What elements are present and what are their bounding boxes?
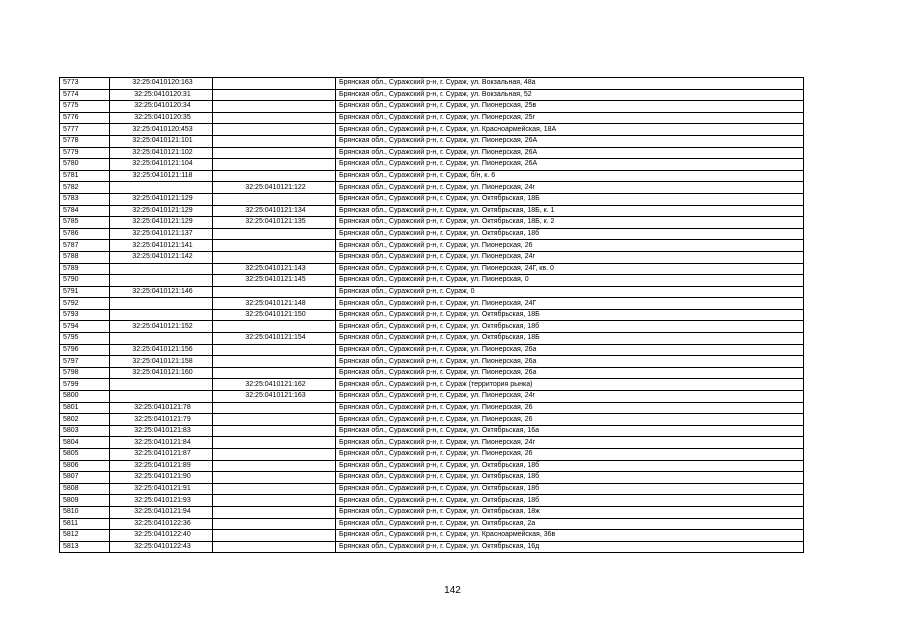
cadastral-number-cell: 32:25:0410121:104: [110, 159, 213, 171]
row-number-cell: 5804: [60, 437, 110, 449]
cadastral-number-cell: 32:25:0410121:79: [110, 414, 213, 426]
row-number-cell: 5788: [60, 251, 110, 263]
address-cell: Брянская обл., Суражский р-н, г. Сураж, ул. Октябрьская, 18Б: [336, 309, 804, 321]
table-row: [60, 205, 804, 217]
address-cell: Брянская обл., Суражский р-н, г. Сураж, ул. Пионерская, 25в: [336, 101, 804, 113]
cadastral-number-cell: [110, 182, 213, 194]
table-row: [60, 251, 804, 263]
address-cell: Брянская обл., Суражский р-н, г. Сураж, ул. Пионерская, 24г: [336, 391, 804, 403]
address-cell: Брянская обл., Суражский р-н, г. Сураж, ул. Пионерская, 24г: [336, 251, 804, 263]
row-number-cell: 5791: [60, 286, 110, 298]
row-number-cell: 5813: [60, 541, 110, 553]
parent-cadastral-number-cell: [213, 356, 336, 368]
cadastral-number-cell: [110, 379, 213, 391]
parent-cadastral-number-cell: [213, 367, 336, 379]
parent-cadastral-number-cell: 32:25:0410121:135: [213, 217, 336, 229]
address-cell: Брянская обл., Суражский р-н, г. Сураж, ул. Пионерская, 26: [336, 414, 804, 426]
parent-cadastral-number-cell: [213, 78, 336, 90]
cadastral-number-cell: 32:25:0410121:83: [110, 425, 213, 437]
row-number-cell: 5782: [60, 182, 110, 194]
parent-cadastral-number-cell: [213, 518, 336, 530]
table-row: [60, 344, 804, 356]
cadastral-number-cell: 32:25:0410121:102: [110, 147, 213, 159]
table-row: [60, 495, 804, 507]
address-cell: Брянская обл., Суражский р-н, г. Сураж, ул. Октябрьская, 18б: [336, 483, 804, 495]
address-cell: Брянская обл., Суражский р-н, г. Сураж, ул. Пионерская, 26а: [336, 356, 804, 368]
address-cell: Брянская обл., Суражский р-н, г. Сураж, ул. Октябрьская, 2а: [336, 518, 804, 530]
parent-cadastral-number-cell: [213, 228, 336, 240]
address-cell: Брянская обл., Суражский р-н, г. Сураж, ул. Пионерская, 25г: [336, 112, 804, 124]
address-cell: Брянская обл., Суражский р-н, г. Сураж, ул. Октябрьская, 18Б, к. 2: [336, 217, 804, 229]
parent-cadastral-number-cell: [213, 251, 336, 263]
parent-cadastral-number-cell: 32:25:0410121:148: [213, 298, 336, 310]
table-row: [60, 193, 804, 205]
cadastral-number-cell: [110, 309, 213, 321]
table-row: [60, 333, 804, 345]
table-row: [60, 483, 804, 495]
row-number-cell: 5802: [60, 414, 110, 426]
address-cell: Брянская обл., Суражский р-н, г. Сураж, ул. Октябрьская, 18б: [336, 460, 804, 472]
parent-cadastral-number-cell: [213, 495, 336, 507]
table-row: [60, 472, 804, 484]
table-row: [60, 518, 804, 530]
parent-cadastral-number-cell: 32:25:0410121:154: [213, 333, 336, 345]
parent-cadastral-number-cell: [213, 147, 336, 159]
cadastral-number-cell: [110, 263, 213, 275]
cadastral-number-cell: 32:25:0410121:142: [110, 251, 213, 263]
table-row: [60, 240, 804, 252]
parent-cadastral-number-cell: 32:25:0410121:145: [213, 275, 336, 287]
table-row: [60, 182, 804, 194]
address-cell: Брянская обл., Суражский р-н, г. Сураж, ул. Пионерская, 26а: [336, 344, 804, 356]
parent-cadastral-number-cell: 32:25:0410121:150: [213, 309, 336, 321]
row-number-cell: 5781: [60, 170, 110, 182]
parent-cadastral-number-cell: 32:25:0410121:122: [213, 182, 336, 194]
parent-cadastral-number-cell: [213, 425, 336, 437]
row-number-cell: 5774: [60, 89, 110, 101]
address-cell: Брянская обл., Суражский р-н, г. Сураж, ул. Октябрьская, 18б: [336, 228, 804, 240]
parent-cadastral-number-cell: [213, 541, 336, 553]
cadastral-number-cell: 32:25:0410121:146: [110, 286, 213, 298]
parent-cadastral-number-cell: [213, 414, 336, 426]
row-number-cell: 5785: [60, 217, 110, 229]
parent-cadastral-number-cell: [213, 124, 336, 136]
row-number-cell: 5773: [60, 78, 110, 90]
table-row: [60, 286, 804, 298]
table-row: [60, 356, 804, 368]
cadastral-number-cell: 32:25:0410121:129: [110, 193, 213, 205]
parent-cadastral-number-cell: [213, 170, 336, 182]
table-row: [60, 437, 804, 449]
parent-cadastral-number-cell: [213, 530, 336, 542]
address-cell: Брянская обл., Суражский р-н, г. Сураж, ул. Пионерская, 24г: [336, 182, 804, 194]
table-row: [60, 449, 804, 461]
address-cell: Брянская обл., Суражский р-н, г. Сураж, ул. Октябрьская, 18б: [336, 321, 804, 333]
table-row: [60, 402, 804, 414]
address-cell: Брянская обл., Суражский р-н, г. Сураж, ул. Пионерская, 26А: [336, 135, 804, 147]
parent-cadastral-number-cell: 32:25:0410121:143: [213, 263, 336, 275]
row-number-cell: 5806: [60, 460, 110, 472]
address-cell: Брянская обл., Суражский р-н, г. Сураж, ул. Вокзальная, 52: [336, 89, 804, 101]
table-row: [60, 541, 804, 553]
table-row: [60, 506, 804, 518]
address-cell: Брянская обл., Суражский р-н, г. Сураж, ул. Пионерская, 26: [336, 449, 804, 461]
address-cell: Брянская обл., Суражский р-н, г. Сураж, ул. Октябрьская, 18б: [336, 495, 804, 507]
row-number-cell: 5793: [60, 309, 110, 321]
table-row: [60, 124, 804, 136]
cadastral-number-cell: 32:25:0410121:137: [110, 228, 213, 240]
parent-cadastral-number-cell: [213, 135, 336, 147]
cadastral-number-cell: 32:25:0410120:453: [110, 124, 213, 136]
row-number-cell: 5811: [60, 518, 110, 530]
address-cell: Брянская обл., Суражский р-н, г. Сураж, ул. Вокзальная, 48а: [336, 78, 804, 90]
address-cell: Брянская обл., Суражский р-н, г. Сураж, ул. Красноармейская, 18А: [336, 124, 804, 136]
address-cell: Брянская обл., Суражский р-н, г. Сураж, ул. Октябрьская, 18Б, к. 1: [336, 205, 804, 217]
row-number-cell: 5794: [60, 321, 110, 333]
address-cell: Брянская обл., Суражский р-н, г. Сураж, ул. Пионерская, 26а: [336, 367, 804, 379]
row-number-cell: 5812: [60, 530, 110, 542]
cadastral-number-cell: 32:25:0410121:129: [110, 217, 213, 229]
row-number-cell: 5800: [60, 391, 110, 403]
address-cell: Брянская обл., Суражский р-н, г. Сураж, ул. Красноармейская, 36в: [336, 530, 804, 542]
cadastral-number-cell: 32:25:0410121:160: [110, 367, 213, 379]
parent-cadastral-number-cell: [213, 449, 336, 461]
cadastral-number-cell: 32:25:0410121:90: [110, 472, 213, 484]
table-row: [60, 228, 804, 240]
cadastral-number-cell: 32:25:0410120:34: [110, 101, 213, 113]
parent-cadastral-number-cell: 32:25:0410121:134: [213, 205, 336, 217]
table-body: [60, 78, 804, 553]
table-row: [60, 217, 804, 229]
row-number-cell: 5783: [60, 193, 110, 205]
cadastral-number-cell: 32:25:0410120:31: [110, 89, 213, 101]
address-cell: Брянская обл., Суражский р-н, г. Сураж, ул. Октябрьская, 18Б: [336, 333, 804, 345]
cadastral-table: [59, 77, 804, 553]
table-row: [60, 78, 804, 90]
row-number-cell: 5790: [60, 275, 110, 287]
table-row: [60, 112, 804, 124]
row-number-cell: 5775: [60, 101, 110, 113]
cadastral-number-cell: 32:25:0410122:43: [110, 541, 213, 553]
row-number-cell: 5776: [60, 112, 110, 124]
row-number-cell: 5795: [60, 333, 110, 345]
parent-cadastral-number-cell: [213, 437, 336, 449]
row-number-cell: 5809: [60, 495, 110, 507]
cadastral-number-cell: [110, 275, 213, 287]
cadastral-number-cell: [110, 391, 213, 403]
table-row: [60, 298, 804, 310]
address-cell: Брянская обл., Суражский р-н, г. Сураж, б/н, к. 6: [336, 170, 804, 182]
address-cell: Брянская обл., Суражский р-н, г. Сураж, ул. Пионерская, 24Г: [336, 298, 804, 310]
address-cell: Брянская обл., Суражский р-н, г. Сураж, 0: [336, 286, 804, 298]
cadastral-number-cell: 32:25:0410121:118: [110, 170, 213, 182]
parent-cadastral-number-cell: [213, 344, 336, 356]
table-row: [60, 135, 804, 147]
table-row: [60, 425, 804, 437]
row-number-cell: 5779: [60, 147, 110, 159]
cadastral-number-cell: [110, 333, 213, 345]
row-number-cell: 5801: [60, 402, 110, 414]
table-row: [60, 275, 804, 287]
row-number-cell: 5799: [60, 379, 110, 391]
parent-cadastral-number-cell: [213, 321, 336, 333]
cadastral-number-cell: [110, 298, 213, 310]
address-cell: Брянская обл., Суражский р-н, г. Сураж, ул. Октябрьская, 18б: [336, 472, 804, 484]
address-cell: Брянская обл., Суражский р-н, г. Сураж, ул. Пионерская, 0: [336, 275, 804, 287]
parent-cadastral-number-cell: 32:25:0410121:163: [213, 391, 336, 403]
row-number-cell: 5805: [60, 449, 110, 461]
table-row: [60, 263, 804, 275]
address-cell: Брянская обл., Суражский р-н, г. Сураж, ул. Пионерская, 26А: [336, 147, 804, 159]
parent-cadastral-number-cell: [213, 89, 336, 101]
cadastral-number-cell: 32:25:0410122:40: [110, 530, 213, 542]
cadastral-number-cell: 32:25:0410121:84: [110, 437, 213, 449]
table-row: [60, 414, 804, 426]
row-number-cell: 5798: [60, 367, 110, 379]
parent-cadastral-number-cell: [213, 483, 336, 495]
table-row: [60, 170, 804, 182]
table-row: [60, 309, 804, 321]
parent-cadastral-number-cell: [213, 460, 336, 472]
row-number-cell: 5780: [60, 159, 110, 171]
parent-cadastral-number-cell: [213, 402, 336, 414]
row-number-cell: 5807: [60, 472, 110, 484]
cadastral-number-cell: 32:25:0410121:152: [110, 321, 213, 333]
cadastral-number-cell: 32:25:0410121:101: [110, 135, 213, 147]
table-row: [60, 379, 804, 391]
cadastral-number-cell: 32:25:0410121:91: [110, 483, 213, 495]
address-cell: Брянская обл., Суражский р-н, г. Сураж, ул. Октябрьская, 18Б: [336, 193, 804, 205]
row-number-cell: 5786: [60, 228, 110, 240]
row-number-cell: 5797: [60, 356, 110, 368]
row-number-cell: 5792: [60, 298, 110, 310]
row-number-cell: 5777: [60, 124, 110, 136]
row-number-cell: 5796: [60, 344, 110, 356]
row-number-cell: 5789: [60, 263, 110, 275]
parent-cadastral-number-cell: [213, 159, 336, 171]
parent-cadastral-number-cell: [213, 112, 336, 124]
address-cell: Брянская обл., Суражский р-н, г. Сураж, ул. Октябрьская, 16а: [336, 425, 804, 437]
table-row: [60, 147, 804, 159]
row-number-cell: 5810: [60, 506, 110, 518]
parent-cadastral-number-cell: [213, 472, 336, 484]
cadastral-number-cell: 32:25:0410121:89: [110, 460, 213, 472]
table-row: [60, 460, 804, 472]
address-cell: Брянская обл., Суражский р-н, г. Сураж, ул. Октябрьская, 16д: [336, 541, 804, 553]
parent-cadastral-number-cell: [213, 506, 336, 518]
table-row: [60, 159, 804, 171]
cadastral-number-cell: 32:25:0410121:94: [110, 506, 213, 518]
row-number-cell: 5808: [60, 483, 110, 495]
table-row: [60, 391, 804, 403]
parent-cadastral-number-cell: [213, 240, 336, 252]
address-cell: Брянская обл., Суражский р-н, г. Сураж, ул. Пионерская, 24г: [336, 437, 804, 449]
address-cell: Брянская обл., Суражский р-н, г. Сураж (территория рынка): [336, 379, 804, 391]
cadastral-number-cell: 32:25:0410120:35: [110, 112, 213, 124]
cadastral-number-cell: 32:25:0410121:93: [110, 495, 213, 507]
parent-cadastral-number-cell: [213, 101, 336, 113]
address-cell: Брянская обл., Суражский р-н, г. Сураж, ул. Пионерская, 24Г, кв. 0: [336, 263, 804, 275]
row-number-cell: 5803: [60, 425, 110, 437]
page-number: 142: [444, 585, 461, 596]
row-number-cell: 5784: [60, 205, 110, 217]
table-row: [60, 367, 804, 379]
address-cell: Брянская обл., Суражский р-н, г. Сураж, ул. Октябрьская, 18ж: [336, 506, 804, 518]
address-cell: Брянская обл., Суражский р-н, г. Сураж, ул. Пионерская, 26А: [336, 159, 804, 171]
address-cell: Брянская обл., Суражский р-н, г. Сураж, ул. Пионерская, 26: [336, 402, 804, 414]
cadastral-number-cell: 32:25:0410121:78: [110, 402, 213, 414]
cadastral-number-cell: 32:25:0410121:158: [110, 356, 213, 368]
cadastral-number-cell: 32:25:0410121:87: [110, 449, 213, 461]
row-number-cell: 5787: [60, 240, 110, 252]
row-number-cell: 5778: [60, 135, 110, 147]
table-row: [60, 89, 804, 101]
cadastral-number-cell: 32:25:0410122:36: [110, 518, 213, 530]
table-row: [60, 321, 804, 333]
cadastral-number-cell: 32:25:0410121:141: [110, 240, 213, 252]
cadastral-number-cell: 32:25:0410121:156: [110, 344, 213, 356]
address-cell: Брянская обл., Суражский р-н, г. Сураж, ул. Пионерская, 26: [336, 240, 804, 252]
table-row: [60, 530, 804, 542]
parent-cadastral-number-cell: 32:25:0410121:162: [213, 379, 336, 391]
table-row: [60, 101, 804, 113]
parent-cadastral-number-cell: [213, 286, 336, 298]
cadastral-number-cell: 32:25:0410121:129: [110, 205, 213, 217]
parent-cadastral-number-cell: [213, 193, 336, 205]
cadastral-number-cell: 32:25:0410120:163: [110, 78, 213, 90]
